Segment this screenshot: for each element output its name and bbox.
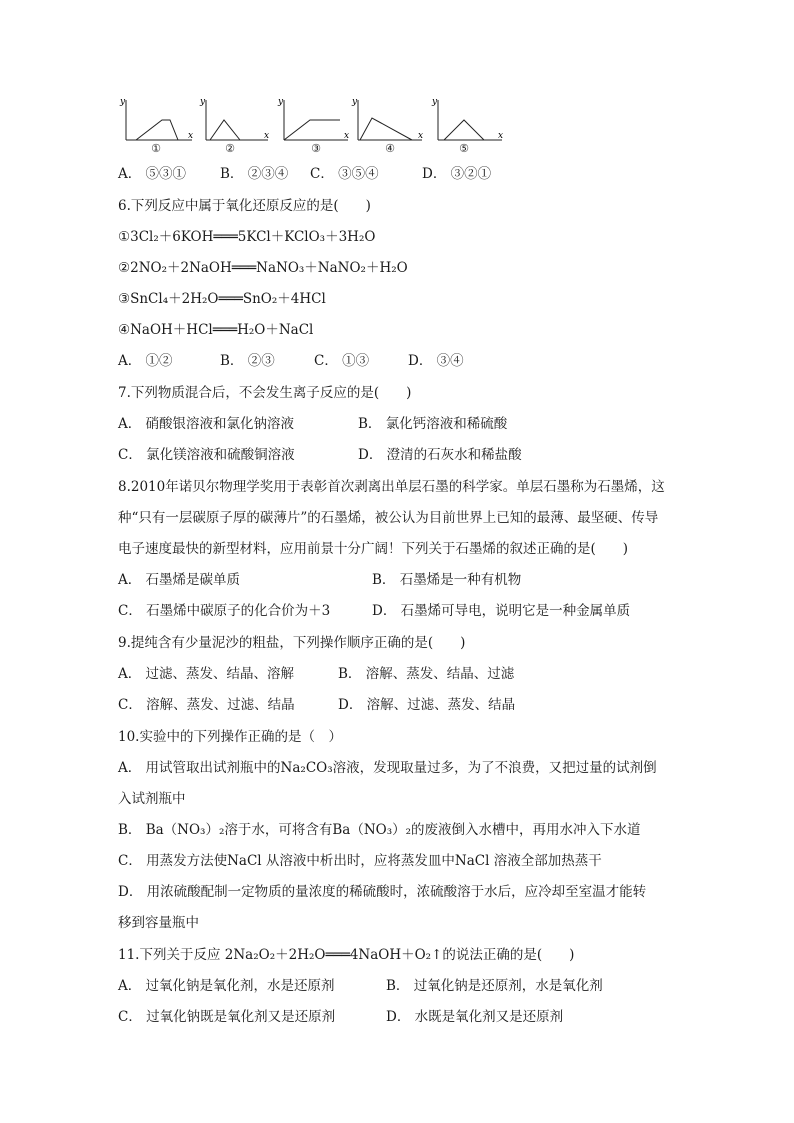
q5-option-a: A． ⑤③① xyxy=(118,166,187,182)
q10-option-b: B． Ba（NO₃）₂溶于水，可将含有Ba（NO₃）₂的废液倒入水槽中，再用水冲入下水道 xyxy=(118,822,641,838)
graph-1-label: ① xyxy=(151,142,161,155)
graph-1-y-label: y xyxy=(120,97,126,107)
q10-stem: 10.实验中的下列操作正确的是（ ） xyxy=(118,729,342,745)
q7-option-b: B． 氯化钙溶液和稀硫酸 xyxy=(358,416,508,432)
q6-option-d: D． ③④ xyxy=(408,353,464,369)
q6-reaction-4: ④NaOH＋HCl═══H₂O＋NaCl xyxy=(118,322,314,338)
q8-option-a: A． 石墨烯是碳单质 xyxy=(118,572,241,588)
q10-option-c: C． 用蒸发方法使NaCl 从溶液中析出时，应将蒸发皿中NaCl 溶液全部加热蒸干 xyxy=(118,853,602,869)
q7-option-d: D． 澄清的石灰水和稀盐酸 xyxy=(358,447,522,463)
q5-option-c: C． ③⑤④ xyxy=(310,166,379,182)
graph-5-x-label: x xyxy=(498,131,504,141)
q9-option-b: B． 溶解、蒸发、结晶、过滤 xyxy=(338,666,515,682)
graph-2-y-label: y xyxy=(200,97,206,107)
graph-5-label: ⑤ xyxy=(459,142,469,155)
q8-line-2: 种“只有一层碳原子厚的碳薄片”的石墨烯，被公认为目前世界上已知的最薄、最坚硬、传导 xyxy=(118,510,659,526)
q6-option-c: C． ①③ xyxy=(314,353,370,369)
q6-option-a: A． ①② xyxy=(118,353,173,369)
graph-3 xyxy=(276,94,354,158)
graph-5-y-label: y xyxy=(432,97,438,107)
q6-reaction-3: ③SnCl₄＋2H₂O═══SnO₂＋4HCl xyxy=(118,291,326,307)
q10-option-a-line-2: 入试剂瓶中 xyxy=(118,791,186,807)
q11-option-c: C． 过氧化钠既是氧化剂又是还原剂 xyxy=(118,1009,336,1025)
q8-line-3: 电子速度最快的新型材料，应用前景十分广阔！下列关于石墨烯的叙述正确的是( ) xyxy=(118,541,629,557)
q9-stem: 9.提纯含有少量泥沙的粗盐，下列操作顺序正确的是( ) xyxy=(118,635,466,651)
q11-option-b: B． 过氧化钠是还原剂，水是氧化剂 xyxy=(386,978,603,994)
q11-stem: 11.下列关于反应 2Na₂O₂＋2H₂O═══4NaOH＋O₂↑的说法正确的是( ) xyxy=(118,947,575,963)
graph-4 xyxy=(350,94,428,158)
graph-4-label: ④ xyxy=(385,142,395,155)
q11-option-a: A． 过氧化钠是氧化剂，水是还原剂 xyxy=(118,978,335,994)
graph-3-y-label: y xyxy=(278,97,284,107)
q6-reaction-2: ②2NO₂＋2NaOH═══NaNO₃＋NaNO₂＋H₂O xyxy=(118,260,408,276)
q7-option-c: C． 氯化镁溶液和硫酸铜溶液 xyxy=(118,447,295,463)
q8-option-c: C． 石墨烯中碳原子的化合价为＋3 xyxy=(118,603,331,619)
graph-2-x-label: x xyxy=(264,131,270,141)
q10-option-d-line-2: 移到容量瓶中 xyxy=(118,915,199,931)
graph-2 xyxy=(198,94,276,158)
graph-3-x-label: x xyxy=(344,131,350,141)
q7-stem: 7.下列物质混合后，不会发生离子反应的是( ) xyxy=(118,385,412,401)
q6-reaction-1: ①3Cl₂＋6KOH═══5KCl＋KClO₃＋3H₂O xyxy=(118,229,376,245)
q11-option-d: D． 水既是氧化剂又是还原剂 xyxy=(386,1009,564,1025)
graph-2-label: ② xyxy=(225,142,235,155)
graph-4-x-label: x xyxy=(418,131,424,141)
q9-option-a: A． 过滤、蒸发、结晶、溶解 xyxy=(118,666,295,682)
q5-option-b: B． ②③④ xyxy=(220,166,289,182)
graph-1-x-label: x xyxy=(188,131,194,141)
q6-option-b: B． ②③ xyxy=(220,353,275,369)
graph-1 xyxy=(118,94,196,158)
graph-row xyxy=(118,94,518,158)
q5-option-d: D． ③②① xyxy=(422,166,492,182)
q10-option-a-line-1: A． 用试管取出试剂瓶中的Na₂CO₃溶液，发现取量过多，为了不浪费，又把过量的试剂倒 xyxy=(118,760,657,776)
q6-stem: 6.下列反应中属于氧化还原反应的是( ) xyxy=(118,198,371,214)
q7-option-a: A． 硝酸银溶液和氯化钠溶液 xyxy=(118,416,295,432)
q8-option-d: D． 石墨烯可导电，说明它是一种金属单质 xyxy=(372,603,631,619)
q8-option-b: B． 石墨烯是一种有机物 xyxy=(372,572,522,588)
q9-option-c: C． 溶解、蒸发、过滤、结晶 xyxy=(118,697,295,713)
q10-option-d-line-1: D． 用浓硫酸配制一定物质的量浓度的稀硫酸时，浓硫酸溶于水后，应冷却至室温才能转 xyxy=(118,884,647,900)
graph-3-label: ③ xyxy=(311,142,321,155)
graph-5 xyxy=(430,94,508,158)
graph-4-y-label: y xyxy=(352,97,358,107)
q9-option-d: D． 溶解、过滤、蒸发、结晶 xyxy=(338,697,516,713)
q8-line-1: 8.2010年诺贝尔物理学奖用于表彰首次剥离出单层石墨的科学家。单层石墨称为石墨烯，这 xyxy=(118,479,665,495)
